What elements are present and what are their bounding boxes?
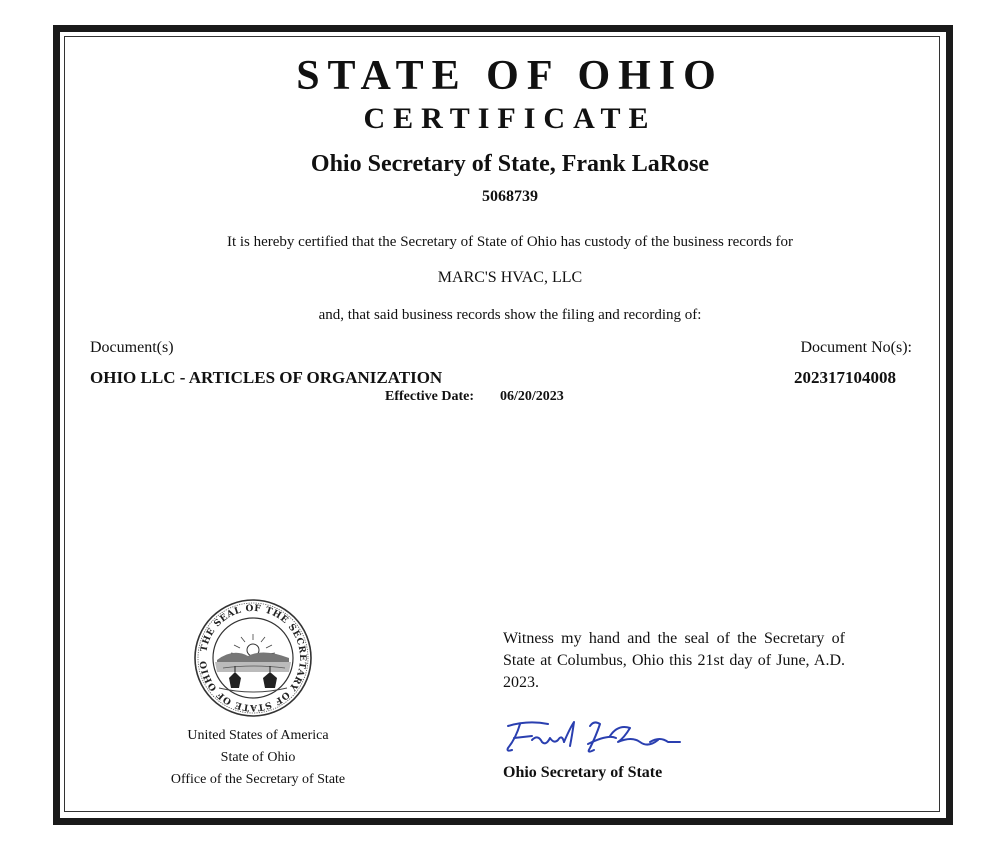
office-line-country: United States of America	[187, 728, 329, 743]
effective-date-label: Effective Date:	[385, 389, 475, 404]
certify-statement: It is hereby certified that the Secretary of State of Ohio has custody of the business records for	[226, 234, 794, 250]
effective-date: 06/20/2023	[500, 389, 564, 404]
document-type: OHIO LLC - ARTICLES OF ORGANIZATION	[90, 368, 443, 387]
certificate-subtitle: CERTIFICATE	[363, 102, 657, 135]
signature-icon	[498, 714, 688, 760]
records-statement: and, that said business records show the filing and recording of:	[318, 307, 702, 323]
documents-label: Document(s)	[90, 339, 174, 356]
state-seal-icon	[193, 598, 313, 718]
company-name: MARC'S HVAC, LLC	[437, 269, 583, 286]
signature-title: Ohio Secretary of State	[503, 764, 663, 781]
office-line-state: State of Ohio	[220, 750, 296, 765]
seal-text: THE SEAL OF THE SECRETARY OF STATE OF OHIO	[198, 603, 308, 713]
certificate-title: STATE OF OHIO	[296, 53, 724, 99]
witness-statement: Witness my hand and the seal of the Secretary of State at Columbus, Ohio this 21st day of June, A.D. 2023.	[503, 630, 845, 691]
office-line-office: Office of the Secretary of State	[170, 772, 346, 787]
document-numbers-label: Document No(s):	[800, 339, 912, 356]
certificate-number: 5068739	[482, 188, 538, 205]
issuer-name: Ohio Secretary of State, Frank LaRose	[310, 151, 710, 177]
document-number: 202317104008	[794, 368, 896, 387]
